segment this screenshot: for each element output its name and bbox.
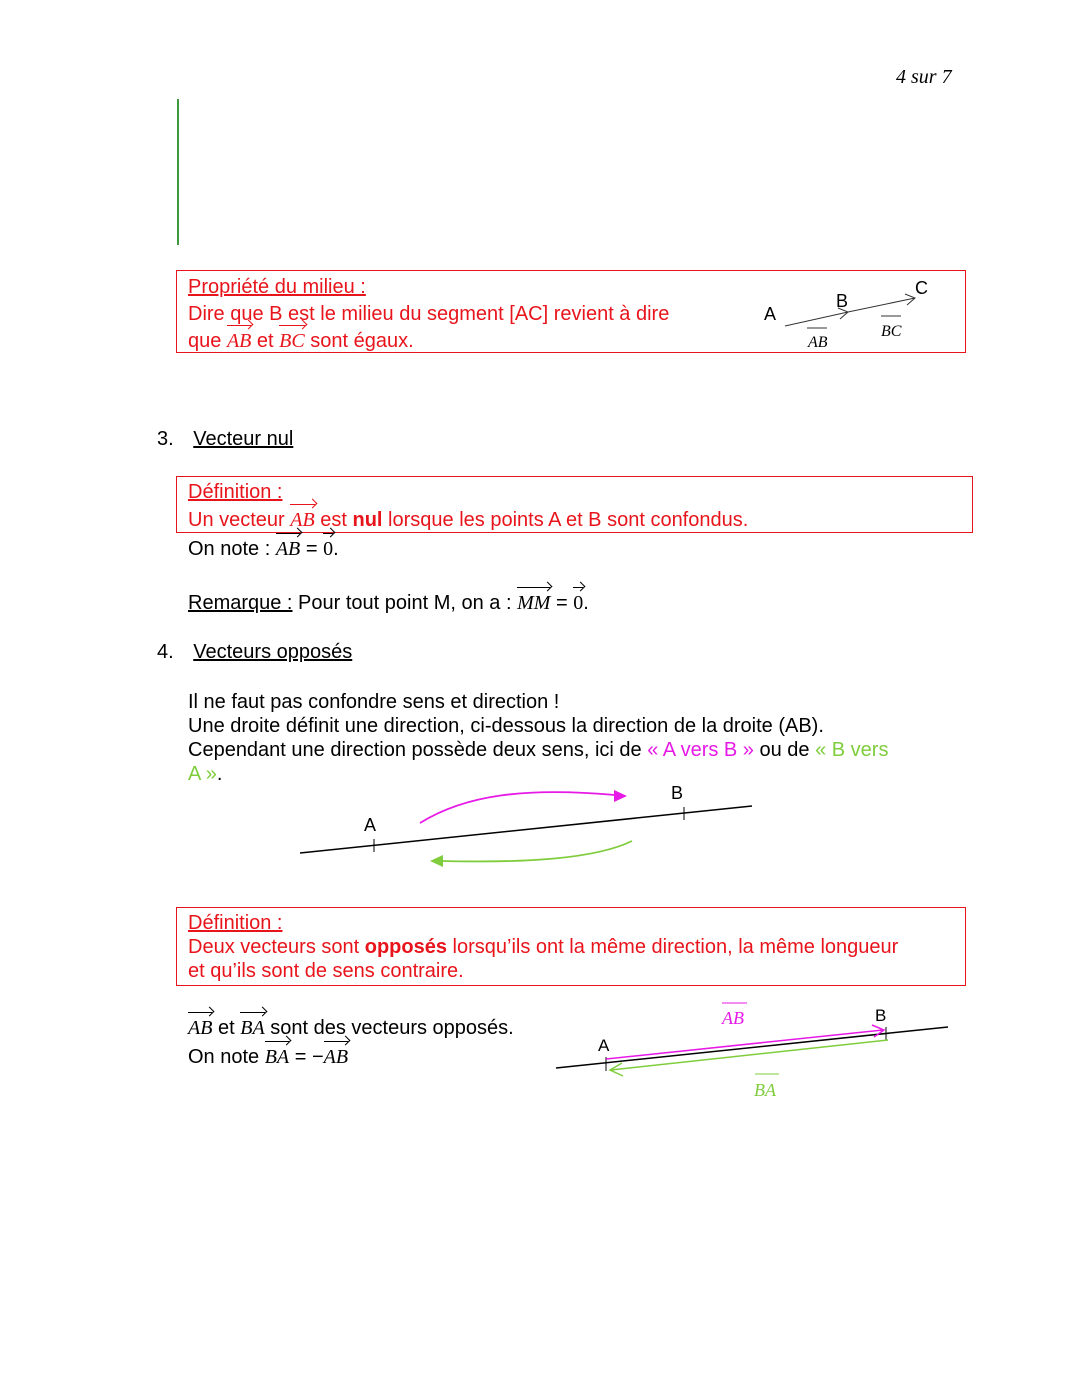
point-a-label: A [364,815,377,835]
opposes-example [188,1014,514,1072]
section4-heading [157,641,352,664]
vector-ba-label: BA [754,1080,776,1100]
direction-figure [295,775,760,875]
section3-number: 3. [157,428,174,450]
vector-ab: AB [290,510,314,530]
point-c-label: C [915,278,928,298]
para-line2: Une droite définit une direction, ci-dessous la direction de la droite (AB). [188,715,824,737]
vector-bc: BC [279,331,305,351]
point-b-label: B [836,291,849,311]
page-number: 4 sur 7 [896,66,952,88]
milieu-title: Propriété du milieu : [188,276,366,298]
section3-heading [157,428,293,451]
milieu-line2-mid: et [251,330,280,352]
section3-title: Vecteur nul [193,428,294,450]
opposes-def-text [188,911,898,983]
section4-title: Vecteurs opposés [193,641,353,663]
vector-ab: AB [276,539,300,559]
example-line1: AB et BA sont des vecteurs opposés. [188,1014,514,1043]
point-a-label: A [598,1036,610,1055]
milieu-line1: Dire que B est le milieu du segment [AC] revient à dire [188,303,670,325]
nul-def-body: Un vecteur AB est nul lorsque les points A et B sont confondus. [188,507,748,533]
arrow-a-to-b [420,792,615,823]
zero-vector: 0 [573,593,583,613]
remark-label: Remarque : [188,592,293,614]
example-line2: On note BA = − AB [188,1043,514,1072]
point-b-label: B [671,783,684,803]
vector-ab-label: AB [808,334,828,350]
arrow-b-to-a [443,841,632,861]
remark: Remarque : Pour tout point M, on a : MM = 0. [188,592,589,615]
point-a-label: A [764,304,777,324]
line-ab [556,1027,948,1068]
zero-vector: 0 [323,539,333,559]
arrow-a-to-b-head [614,790,627,802]
sens-b-vers-a-part2: A » [188,763,217,785]
vector-mm: MM [517,593,550,613]
opposes-def-line1: Deux vecteurs sont opposés lorsqu’ils ont la même direction, la même longueur [188,936,899,958]
arrow-b-to-a-head [430,855,443,867]
vector-ab: AB [324,1047,348,1067]
point-b-label: B [875,1006,887,1025]
para-line1: Il ne faut pas confondre sens et direction ! [188,691,560,713]
vector-ab-label: AB [722,1008,744,1028]
milieu-line2 [188,328,669,355]
vector-bc-label: BC [881,323,902,340]
vector-ab: AB [227,331,251,351]
para-line3: Cependant une direction possède deux sens, ici de « A vers B » ou de « B vers [188,739,889,761]
section4-paragraph [188,690,888,786]
nul-def-text [188,479,748,533]
section4-number: 4. [157,641,174,663]
opposes-def-title: Définition : [188,912,283,934]
vector-ba: BA [240,1018,264,1038]
nul-note: On note : AB = 0. [188,538,339,561]
sens-a-vers-b: « A vers B » [647,739,754,761]
milieu-line2-pre: que [188,330,227,352]
nul-def-title: Définition : [188,481,283,503]
vector-ab: AB [188,1018,212,1038]
opposes-def-line2: et qu’ils sont de sens contraire. [188,960,464,982]
margin-bar [177,99,179,245]
milieu-line2-post: sont égaux. [304,330,414,352]
para-line4: A ». [188,763,223,785]
milieu-text [188,274,669,355]
vector-ba: BA [265,1047,289,1067]
sens-b-vers-a-part1: « B vers [815,739,889,761]
milieu-figure [755,278,955,350]
opposite-vectors-figure [552,998,954,1104]
